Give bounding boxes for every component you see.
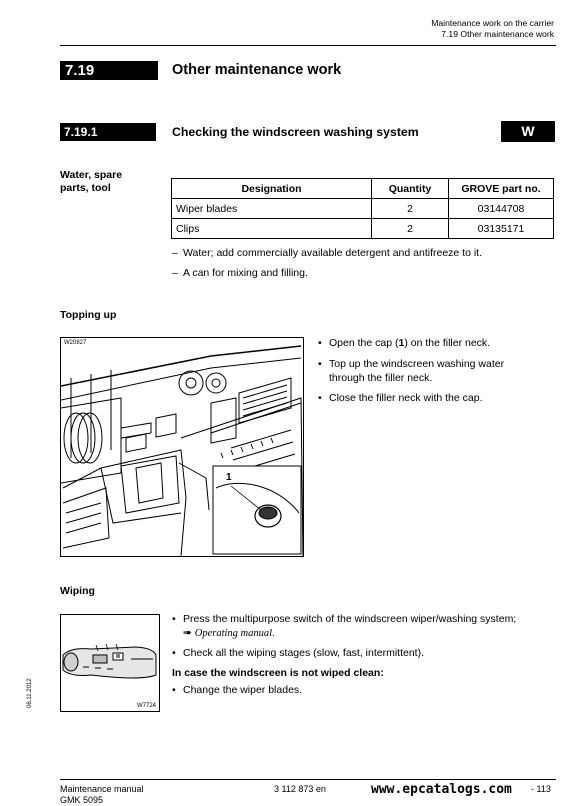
table-cell: Wiper blades — [172, 199, 372, 219]
dash-marker: – — [172, 247, 178, 259]
document-number: 3 112 873 en — [274, 784, 326, 794]
model-name: GMK 5095 — [60, 795, 104, 805]
list-item: • Top up the windscreen washing water through the filler neck. — [318, 358, 505, 384]
crane-carrier-illustration — [61, 338, 303, 556]
table-row — [172, 199, 554, 219]
section-number: 7.19 — [60, 61, 158, 80]
dash-marker: – — [172, 267, 178, 279]
subsection-title: Checking the windscreen washing system — [172, 125, 419, 139]
figure-code: W20827 — [64, 340, 87, 346]
table-cell: Clips — [172, 219, 372, 239]
header-rule — [60, 45, 556, 46]
table-header-row — [172, 179, 554, 199]
requirements-label: Water, spare parts, tool — [60, 169, 123, 194]
column-header: Designation — [172, 179, 372, 199]
print-date: 06.11.2012 — [27, 678, 33, 708]
topping-up-heading: Topping up — [60, 309, 117, 321]
list-item: – A can for mixing and filling. — [172, 267, 308, 279]
wiper-switch-illustration — [61, 615, 159, 711]
filler-neck-figure — [60, 337, 304, 557]
section-title: Other maintenance work — [172, 62, 342, 78]
table-cell: 03144708 — [449, 199, 554, 219]
callout-number: 1 — [226, 472, 232, 483]
running-header — [431, 18, 554, 40]
bullet-marker: • — [318, 337, 322, 349]
bullet-marker: • — [318, 358, 322, 370]
list-item: • Close the filler neck with the cap. — [318, 392, 483, 404]
bullet-marker: • — [172, 647, 176, 659]
wiper-switch-figure — [60, 614, 160, 712]
subsection-number: 7.19.1 — [60, 123, 156, 141]
cross-reference-arrow-icon: ➠ — [183, 627, 192, 639]
list-item: • Change the wiper blades. — [172, 684, 303, 696]
list-item: • Press the multipurpose switch of the windscreen wiper/washing system; ➠ Operating manual. — [172, 613, 517, 639]
header-section: 7.19 Other maintenance work — [441, 29, 554, 39]
column-header: Quantity — [372, 179, 449, 199]
watermark: www.epcatalogs.com — [371, 782, 512, 797]
table-cell: 2 — [372, 199, 449, 219]
column-header: GROVE part no. — [449, 179, 554, 199]
header-chapter: Maintenance work on the carrier — [431, 18, 554, 28]
footer-rule — [60, 779, 556, 780]
list-item: • Check all the wiping stages (slow, fast, intermittent). — [172, 647, 425, 659]
bullet-marker: • — [172, 684, 176, 696]
cross-reference[interactable]: Operating manual — [194, 628, 273, 639]
list-item: • Open the cap (1) on the filler neck. — [318, 337, 491, 349]
parts-table — [171, 178, 554, 239]
bullet-marker: • — [318, 392, 322, 404]
manual-title: Maintenance manual — [60, 784, 144, 794]
page-number: - 113 — [531, 784, 551, 794]
table-row — [172, 219, 554, 239]
table-cell: 2 — [372, 219, 449, 239]
footer-left — [60, 784, 144, 806]
bullet-marker: • — [172, 613, 176, 625]
interval-badge: W — [501, 121, 555, 142]
figure-code: W7724 — [136, 703, 156, 709]
list-item: – Water; add commercially available detergent and antifreeze to it. — [172, 247, 483, 259]
wiping-heading: Wiping — [60, 585, 95, 597]
table-cell: 03135171 — [449, 219, 554, 239]
condition-heading: In case the windscreen is not wiped clean: — [172, 667, 384, 679]
